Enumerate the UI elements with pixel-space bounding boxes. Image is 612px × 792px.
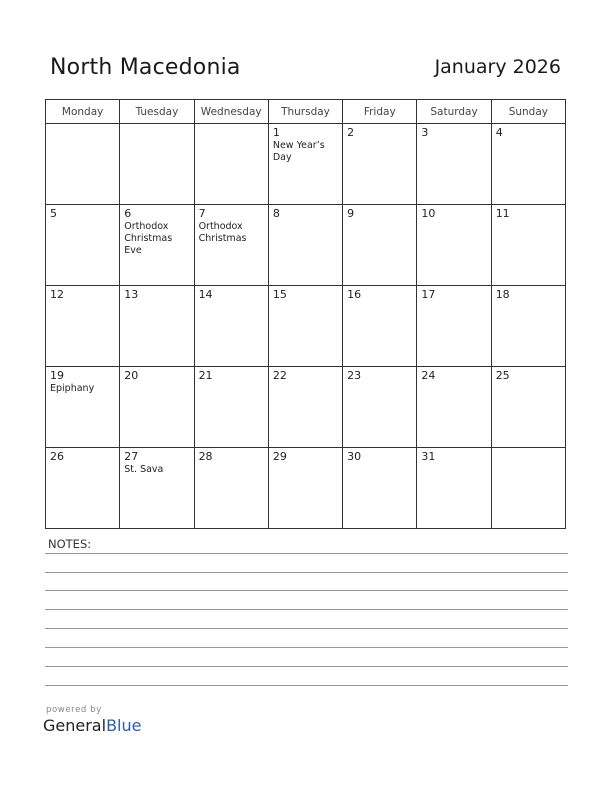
day-cell [343,205,417,286]
day-cell [491,448,565,529]
notes-label: NOTES: [48,537,92,551]
day-number: 15 [272,288,287,301]
day-cell [194,448,268,529]
day-number: 5 [50,207,57,220]
powered-by-text: powered by [46,705,102,715]
day-cell [417,124,491,205]
day-cell [343,286,417,367]
day-number: 1 [272,126,280,139]
day-number: 13 [124,288,139,301]
day-number: 23 [347,369,362,382]
logo-general-text: General [43,716,107,735]
day-cell [268,286,342,367]
day-number: 3 [421,126,429,139]
day-number: 26 [50,450,64,463]
note-line [45,685,568,686]
day-cell [194,286,268,367]
holiday-label: Epiphany [50,383,95,394]
weekday-header: Monday [46,100,120,124]
note-line [45,572,568,573]
day-cell [120,286,194,367]
day-cell [46,367,120,448]
calendar-grid [45,99,566,529]
week-row [46,448,566,529]
day-cell [491,367,565,448]
day-number: 21 [198,369,213,382]
weekday-header: Friday [343,100,417,124]
day-number: 6 [124,207,132,220]
day-cell [491,286,565,367]
weekday-header: Saturday [417,100,491,124]
holiday-label: Orthodox Christmas [198,221,247,244]
note-line [45,553,568,554]
day-number: 30 [347,450,362,463]
day-cell [491,205,565,286]
day-cell [46,286,120,367]
day-number: 2 [347,126,355,139]
day-number: 16 [347,288,362,301]
day-number: 27 [124,450,139,463]
day-cell [417,205,491,286]
day-number: 24 [421,369,436,382]
day-number: 25 [495,369,510,382]
logo-blue-text: Blue [106,716,142,735]
week-row [46,205,566,286]
day-number: 20 [124,369,139,382]
day-cell [268,367,342,448]
day-number: 22 [272,369,287,382]
day-number: 7 [198,207,206,220]
day-number: 14 [198,288,213,301]
calendar-country-title: North Macedonia [50,55,241,80]
day-number: 17 [421,288,436,301]
day-number: 28 [198,450,213,463]
holiday-label: New Year’s Day [272,140,325,163]
day-number: 8 [272,207,280,220]
day-cell [343,448,417,529]
holiday-label: St. Sava [124,464,164,475]
day-number: 9 [347,207,355,220]
week-row [46,367,566,448]
weekday-header: Tuesday [120,100,194,124]
note-line [45,628,568,629]
note-line [45,609,568,610]
weekday-header: Thursday [268,100,342,124]
day-number: 18 [495,288,510,301]
day-cell [417,286,491,367]
day-cell [46,205,120,286]
day-cell [120,367,194,448]
weekday-header: Wednesday [194,100,268,124]
day-number: 31 [421,450,436,463]
day-cell [268,448,342,529]
day-number: 19 [50,369,64,382]
day-number: 11 [495,207,510,220]
generalblue-logo [43,716,141,735]
day-cell [194,124,268,205]
day-cell [46,448,120,529]
day-cell [194,367,268,448]
day-cell [46,124,120,205]
note-line [45,647,568,648]
day-number: 10 [421,207,436,220]
day-number: 12 [50,288,64,301]
weekday-header-row [46,100,566,124]
weekday-header: Sunday [491,100,565,124]
day-cell [194,205,268,286]
day-cell [417,367,491,448]
day-cell [491,124,565,205]
calendar-month-title: January 2026 [434,56,561,78]
day-cell [417,448,491,529]
week-row [46,286,566,367]
day-cell [120,205,194,286]
day-cell [343,367,417,448]
day-cell [268,205,342,286]
day-number: 4 [495,126,503,139]
day-cell [120,124,194,205]
day-cell [120,448,194,529]
note-line [45,590,568,591]
day-cell [343,124,417,205]
day-cell [268,124,342,205]
day-number: 29 [272,450,287,463]
note-line [45,666,568,667]
week-row [46,124,566,205]
holiday-label: Orthodox Christmas Eve [124,221,173,256]
